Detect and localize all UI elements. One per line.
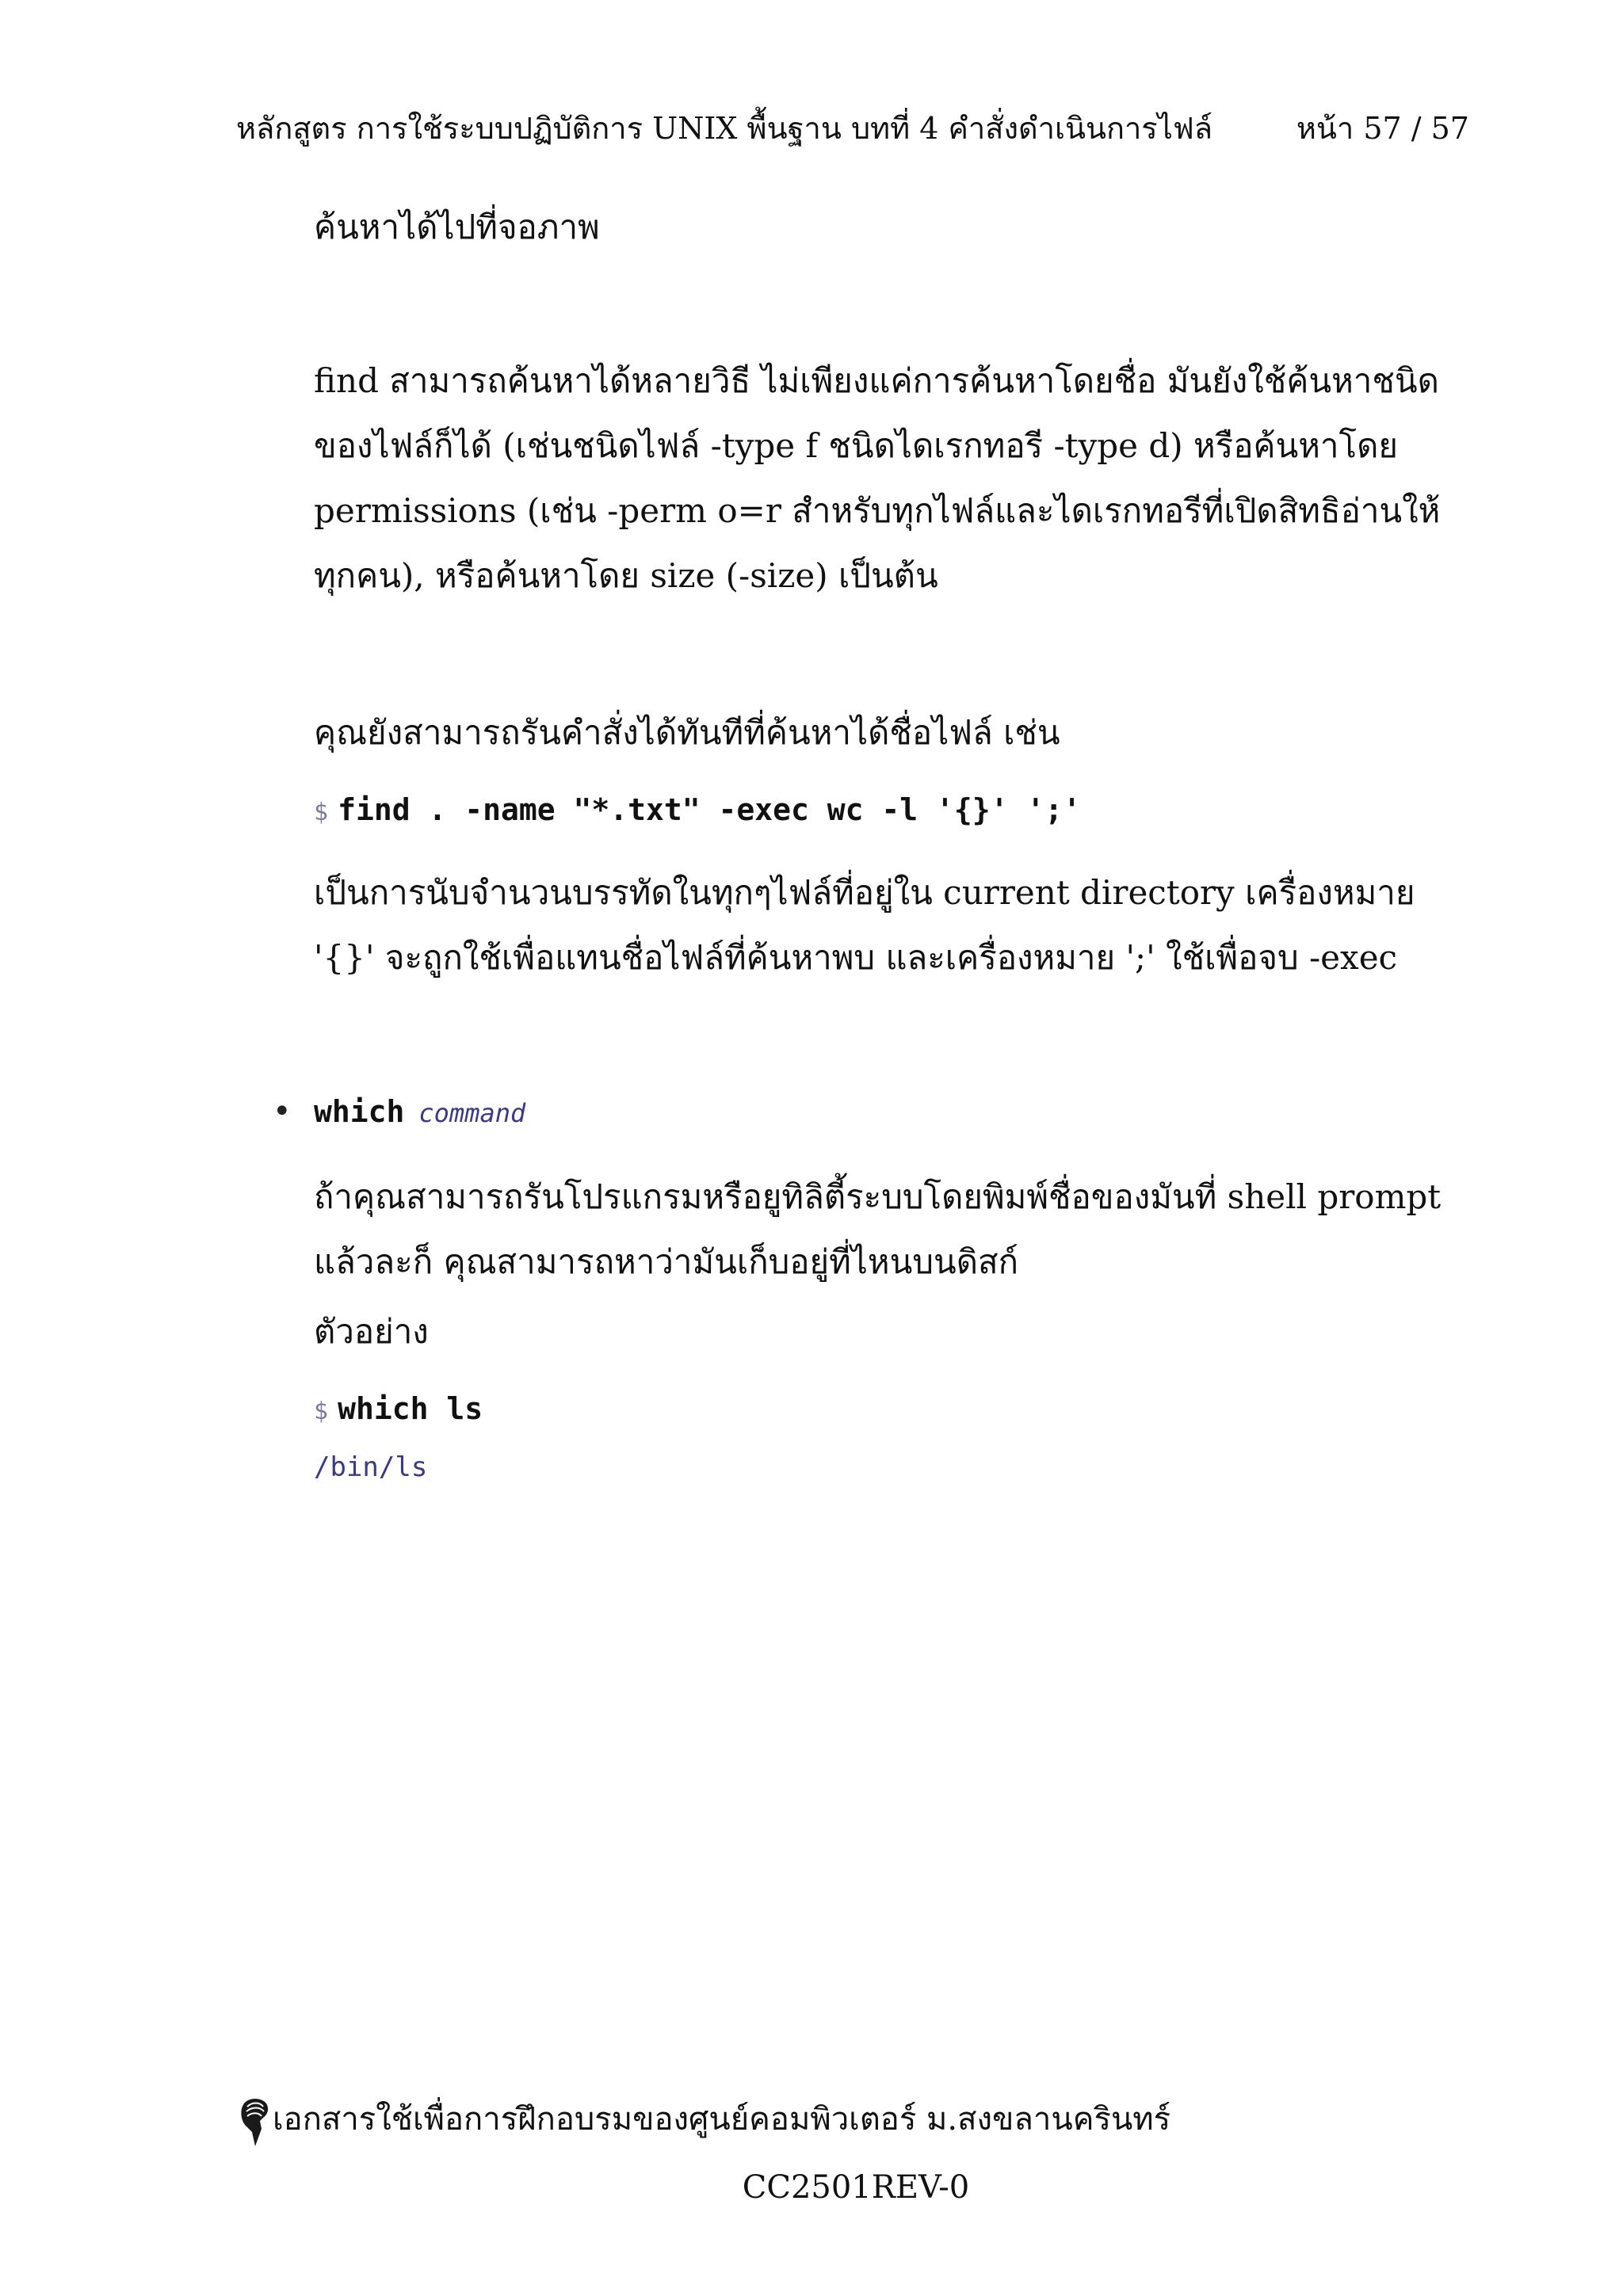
exec-example-command: find . -name "*.txt" -exec wc -l '{}' ';'	[338, 792, 1082, 827]
footer	[238, 2092, 1170, 2149]
document-code: CC2501REV-0	[742, 2169, 970, 2206]
university-logo-icon	[238, 2094, 273, 2149]
continued-line: ค้นหาได้ไปที่จอภาพ	[314, 208, 600, 246]
course-title: หลักสูตร การใช้ระบบปฏิบัติการ UNIX พื้นฐาน บทที่ 4 คำสั่งดำเนินการไฟล์	[236, 111, 1213, 146]
which-command: which	[314, 1094, 405, 1129]
bullet-icon: •	[273, 1093, 292, 1130]
find-paragraph: find สามารถค้นหาได้หลายวิธี ไม่เพียงแค่การค้นหาโดยชื่อ มันยังใช้ค้นหาชนิดของไฟล์ก็ได้ (เช่นชนิดไฟล์ -type f ชนิดไดเรกทอรี -type d) หรือค้นหาโดย permissions (เช่น -perm o=r สำหรับทุกไฟล์และไดเรกทอรีที่เปิดสิทธิอ่านให้ทุกคน), หรือค้นหาโดย size (-size) เป็นต้น	[314, 361, 1441, 595]
shell-prompt: $	[314, 1398, 329, 1425]
which-heading	[273, 1093, 525, 1130]
which-example-command: which ls	[338, 1391, 483, 1426]
page-header	[236, 105, 1469, 152]
which-description: ถ้าคุณสามารถรันโปรแกรมหรือยูทิลิตี้ระบบโดยพิมพ์ชื่อของมันที่ shell prompt แล้วละก็ คุณสามารถหาว่ามันเก็บอยู่ที่ไหนบนดิสก์	[314, 1177, 1442, 1281]
page-number: หน้า 57 / 57	[1296, 111, 1469, 146]
footer-organization: เอกสารใช้เพื่อการฝึกอบรมของศูนย์คอมพิวเตอร์ ม.สงขลานครินทร์	[273, 2101, 1171, 2138]
exec-intro: คุณยังสามารถรันคำสั่งได้ทันทีที่ค้นหาได้ชื่อไฟล์ เช่น	[314, 713, 1060, 752]
example-label: ตัวอย่าง	[314, 1312, 429, 1351]
which-argument: command	[418, 1098, 526, 1128]
shell-prompt: $	[314, 799, 329, 826]
which-example-code	[314, 1391, 483, 1426]
which-example-output: /bin/ls	[314, 1451, 428, 1483]
exec-explanation: เป็นการนับจำนวนบรรทัดในทุกๆไฟล์ที่อยู่ใน current directory เครื่องหมาย '{}' จะถูกใช้เพื่อแทนชื่อไฟล์ที่ค้นหาพบ และเครื่องหมาย ';' ใช้เพื่อจบ -exec	[314, 873, 1415, 977]
exec-example-code	[314, 792, 1081, 827]
